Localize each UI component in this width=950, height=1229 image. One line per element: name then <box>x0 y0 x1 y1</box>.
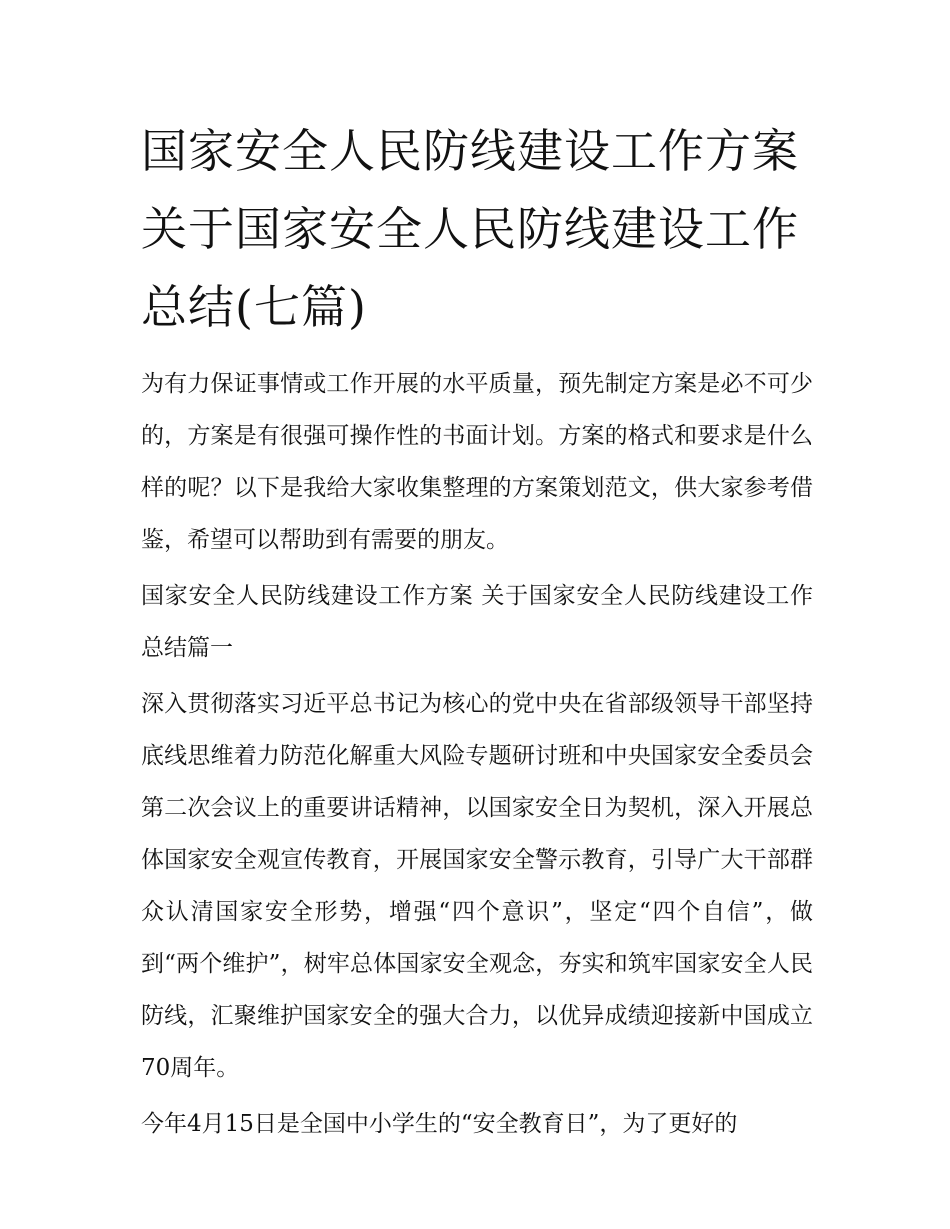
intro-paragraph: 为有力保证事情或工作开展的水平质量，预先制定方案是必不可少的，方案是有很强可操作性的书面计划。方案的格式和要求是什么样的呢？以下是我给大家收集整理的方案策划范文，供大家参考借鉴，希望可以帮助到有需要的朋友。 <box>141 371 813 553</box>
body-paragraph: 今年4月15日是全国中小学生的“安全教育日”，为了更好的 <box>141 1111 738 1137</box>
document-page <box>141 112 813 1154</box>
document-title: 国家安全人民防线建设工作方案 关于国家安全人民防线建设工作总结(七篇) <box>141 124 799 334</box>
body-paragraph: 深入贯彻落实习近平总书记为核心的党中央在省部级领导干部坚持底线思维着力防范化解重大风险专题研讨班和中央国家安全委员会第二次会议上的重要讲话精神，以国家安全日为契机，深入开展总体国家安全观宣传教育，开展国家安全警示教育，引导广大干部群众认清国家安全形势，增强“四个意识”，坚定“四个自信”，做到“两个维护”，树牢总体国家安全观念，夯实和筑牢国家安全人民防线，汇聚维护国家安全的强大合力，以优异成绩迎接新中国成立70周年。 <box>141 691 813 1081</box>
section-heading: 国家安全人民防线建设工作方案 关于国家安全人民防线建设工作总结篇一 <box>141 583 813 661</box>
